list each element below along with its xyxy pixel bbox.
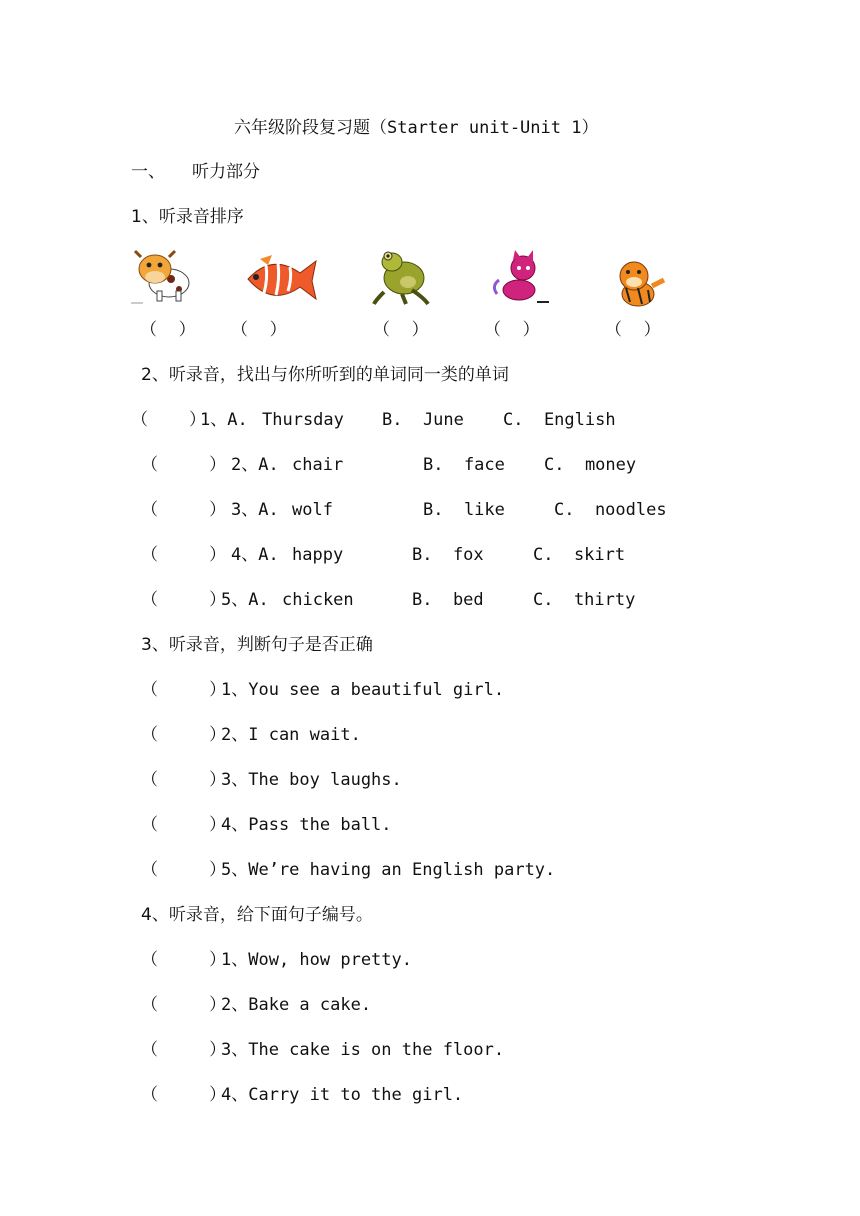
q3-sentence-3: 3、The boy laughs.	[221, 770, 402, 790]
part-number: 一、	[131, 162, 165, 182]
page-title: 六年级阶段复习题（Starter unit-Unit 1）	[234, 118, 599, 138]
q2-option-a-1: Thursday	[262, 410, 344, 430]
q2-num-5: 5、A.	[221, 590, 269, 610]
q2-option-a-3: wolf	[292, 500, 333, 520]
q1-blank-1[interactable]: （ ）	[140, 320, 196, 340]
q3-blank-1[interactable]: （ ）	[141, 680, 227, 700]
q1-blank-4[interactable]: （ ）	[484, 320, 540, 340]
q2-blank-3[interactable]: （ ）	[141, 500, 227, 520]
q3-blank-4[interactable]: （ ）	[141, 815, 227, 835]
q1-blank-5[interactable]: （ ）	[605, 320, 661, 340]
q3-heading: 3、听录音，判断句子是否正确	[141, 635, 373, 655]
q2-option-b-2: B. face	[423, 455, 505, 475]
q2-blank-5[interactable]: （ ）	[141, 590, 227, 610]
q4-sentence-2: 2、Bake a cake.	[221, 995, 372, 1015]
q3-blank-3[interactable]: （ ）	[141, 770, 227, 790]
q3-sentence-1: 1、You see a beautiful girl.	[221, 680, 505, 700]
q1-blank-2[interactable]: （ ）	[231, 320, 287, 340]
fish-picture	[242, 253, 318, 305]
q4-heading: 4、听录音，给下面句子编号。	[141, 905, 373, 925]
q2-option-a-5: chicken	[282, 590, 354, 610]
cat-picture	[489, 250, 551, 306]
q4-blank-1[interactable]: （ ）	[141, 950, 227, 970]
q3-sentence-4: 4、Pass the ball.	[221, 815, 392, 835]
cow-picture	[131, 245, 195, 305]
q3-sentence-2: 2、I can wait.	[221, 725, 361, 745]
q2-blank-4[interactable]: （ ）	[141, 545, 227, 565]
q2-option-b-4: B. fox	[412, 545, 484, 565]
q2-option-c-4: C. skirt	[533, 545, 626, 565]
q4-sentence-3: 3、The cake is on the floor.	[221, 1040, 505, 1060]
q2-num-4: 4、A.	[231, 545, 279, 565]
q2-option-c-1: C. English	[503, 410, 616, 430]
q4-blank-4[interactable]: （ ）	[141, 1085, 227, 1105]
q1-heading: 1、听录音排序	[131, 207, 244, 227]
q3-sentence-5: 5、We’re having an English party.	[221, 860, 556, 880]
q3-blank-2[interactable]: （ ）	[141, 725, 227, 745]
q2-option-a-4: happy	[292, 545, 344, 565]
q2-option-c-5: C. thirty	[533, 590, 636, 610]
q2-blank-1[interactable]: （ ）	[131, 410, 206, 430]
q4-blank-3[interactable]: （ ）	[141, 1040, 227, 1060]
q2-num-1: 1、A.	[200, 410, 248, 430]
q2-option-b-5: B. bed	[412, 590, 484, 610]
q2-option-c-2: C. money	[544, 455, 637, 475]
frog-picture	[372, 246, 430, 306]
q4-blank-2[interactable]: （ ）	[141, 995, 227, 1015]
q2-option-c-3: C. noodles	[554, 500, 667, 520]
q2-blank-2[interactable]: （ ）	[141, 455, 227, 475]
q4-sentence-4: 4、Carry it to the girl.	[221, 1085, 464, 1105]
q2-num-3: 3、A.	[231, 500, 279, 520]
q2-option-b-1: B. June	[382, 410, 464, 430]
q2-option-b-3: B. like	[423, 500, 505, 520]
q1-blank-3[interactable]: （ ）	[373, 320, 429, 340]
q4-sentence-1: 1、Wow, how pretty.	[221, 950, 412, 970]
q2-heading: 2、听录音，找出与你所听到的单词同一类的单词	[141, 365, 509, 385]
q2-option-a-2: chair	[292, 455, 344, 475]
q3-blank-5[interactable]: （ ）	[141, 860, 227, 880]
tiger-picture	[608, 258, 666, 308]
part-label: 听力部分	[192, 162, 260, 182]
q2-num-2: 2、A.	[231, 455, 279, 475]
